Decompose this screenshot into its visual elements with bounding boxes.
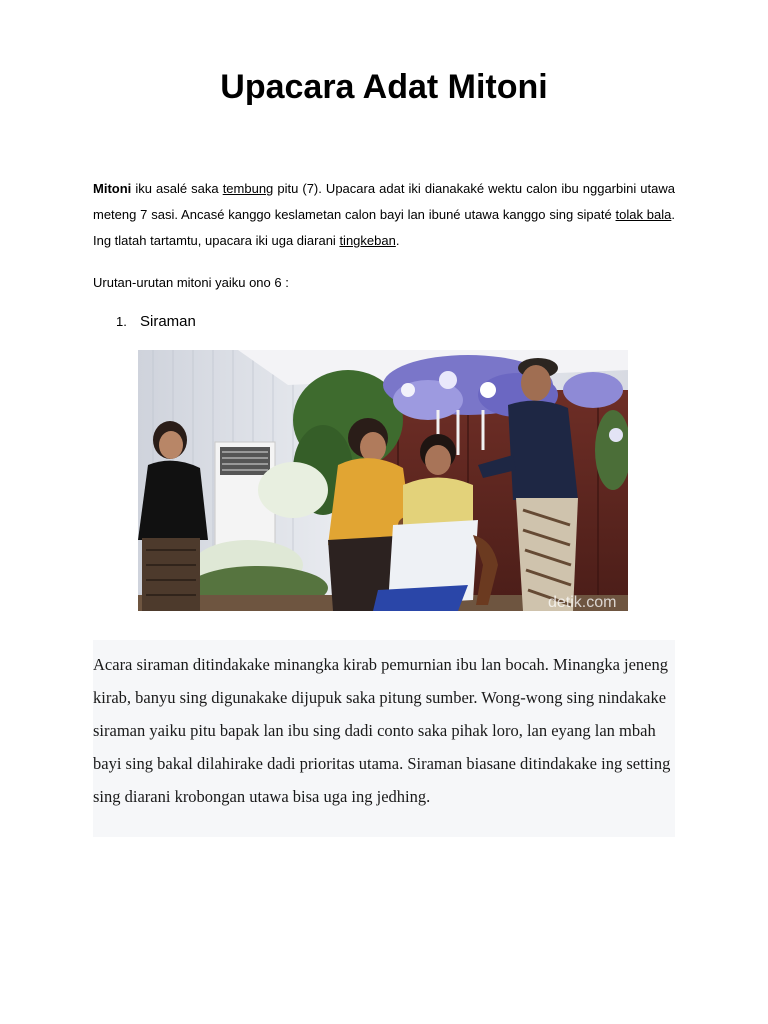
link-tingkeban[interactable]: tingkeban — [339, 233, 396, 248]
siraman-description — [93, 640, 675, 837]
photo-illustration — [138, 350, 628, 611]
link-tolak-bala[interactable]: tolak bala — [615, 207, 672, 222]
intro-text-4: . — [395, 233, 400, 248]
term-mitoni: Mitoni — [93, 181, 132, 196]
page-title: Upacara Adat Mitoni — [220, 68, 548, 106]
intro-text-2: pitu (7). Upacara adat iki dianakaké wektu calon ibu nggarbini utawa meteng 7 sasi. Ancasé kanggo keslametan calon bayi lan ibuné utawa kanggo sing sipaté — [93, 181, 675, 222]
link-tembung[interactable]: tembung — [222, 181, 274, 196]
list-number: 1. — [116, 314, 127, 329]
intro-paragraph — [93, 176, 675, 254]
intro-text-1: iku asalé saka — [131, 181, 223, 196]
siraman-description-text: Acara siraman ditindakake minangka kirab pemurnian ibu lan bocah. Minangka jeneng kirab, banyu sing digunakake dijupuk saka pitung sumber. Wong-wong sing nindakake siraman yaiku pitu bapak lan ibu sing dadi conto saka pihak loro, lan eyang lan mbah bayi sing bakal dilahirake dadi prioritas utama. Siraman biasane ditindakake ing setting sing diarani krobongan utawa bisa uga ing jedhing. — [93, 655, 671, 806]
siraman-photo — [138, 350, 628, 611]
list-item-siraman — [116, 313, 196, 330]
list-label: Siraman — [140, 313, 196, 330]
intro-text-3: . Ing tlatah tartamtu, upacara iki uga diarani — [93, 207, 675, 248]
sequence-intro: Urutan-urutan mitoni yaiku ono 6 : — [93, 275, 289, 290]
photo-watermark: detik.com — [548, 594, 617, 611]
